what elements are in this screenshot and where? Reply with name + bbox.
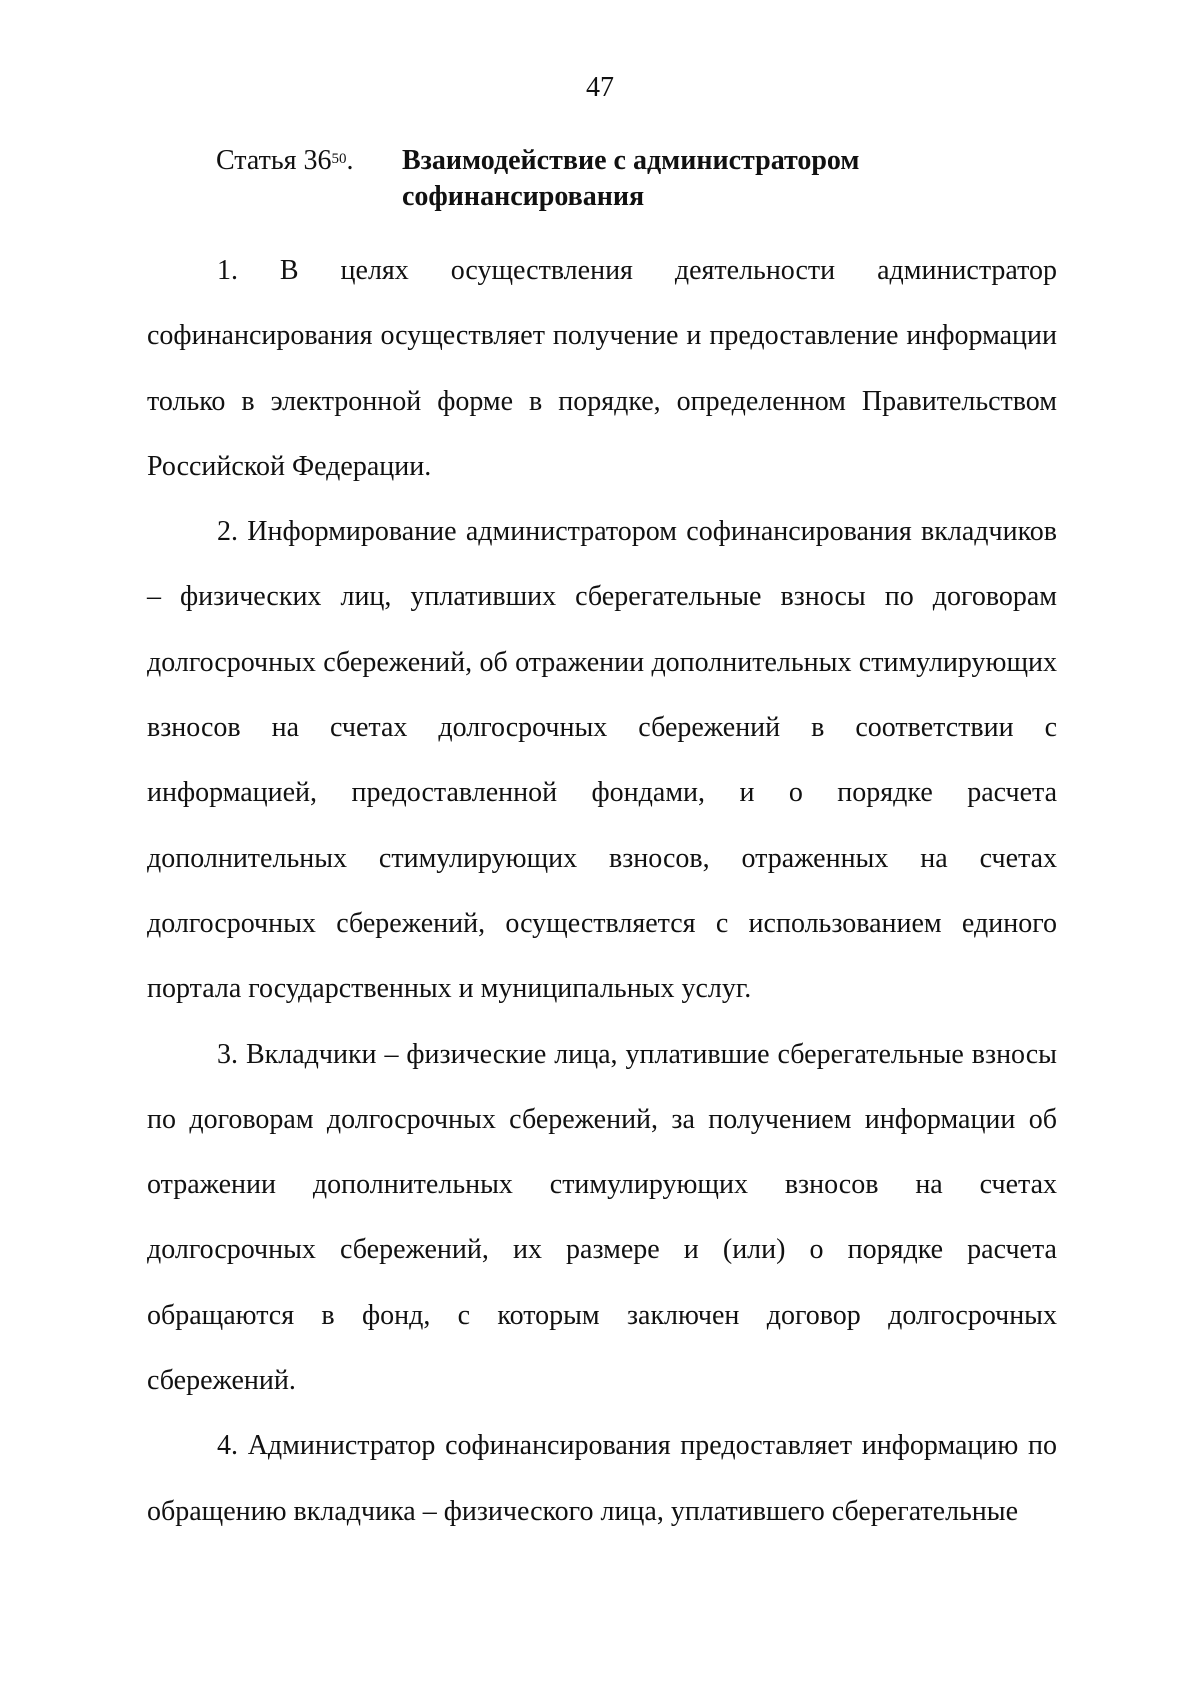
paragraph-2: 2. Информирование администратором софинансирования вкладчиков – физических лиц, уплативших сберегательные взносы по договорам долгосрочных сбережений, об отражении дополнительных стимулирующих взносов на счетах долгосрочных сбережений в соответствии с информацией, предоставленной фондами, и о порядке расчета дополнительных стимулирующих взносов, отраженных на счетах долгосрочных сбережений, осуществляется с использованием единого портала государственных и муниципальных услуг. <box>147 516 1057 1005</box>
article-label-suffix: . <box>346 145 354 176</box>
article-label-superscript: 50 <box>331 151 347 167</box>
paragraph-3: 3. Вкладчики – физические лица, уплатившие сберегательные взносы по договорам долгосрочных сбережений, за получением информации об отражении дополнительных стимулирующих взносов на счетах долгосрочных сбережений, их размере и (или) о порядке расчета обращаются в фонд, с которым заключен договор долгосрочных сбережений. <box>147 1038 1057 1397</box>
article-body <box>147 238 1057 1544</box>
article-label-text: Статья 36 <box>216 145 332 176</box>
article-title: Взаимодействие с администратором софинансирования <box>402 145 860 212</box>
article-heading <box>216 143 1046 215</box>
paragraph-4: 4. Администратор софинансирования предоставляет информацию по обращению вкладчика – физического лица, уплатившего сберегательные <box>147 1430 1057 1527</box>
page-number: 47 <box>586 72 614 103</box>
article-label <box>216 143 402 215</box>
paragraph-1: 1. В целях осуществления деятельности администратор софинансирования осуществляет получение и предоставление информации только в электронной форме в порядке, определенном Правительством Российской Федерации. <box>147 255 1057 482</box>
